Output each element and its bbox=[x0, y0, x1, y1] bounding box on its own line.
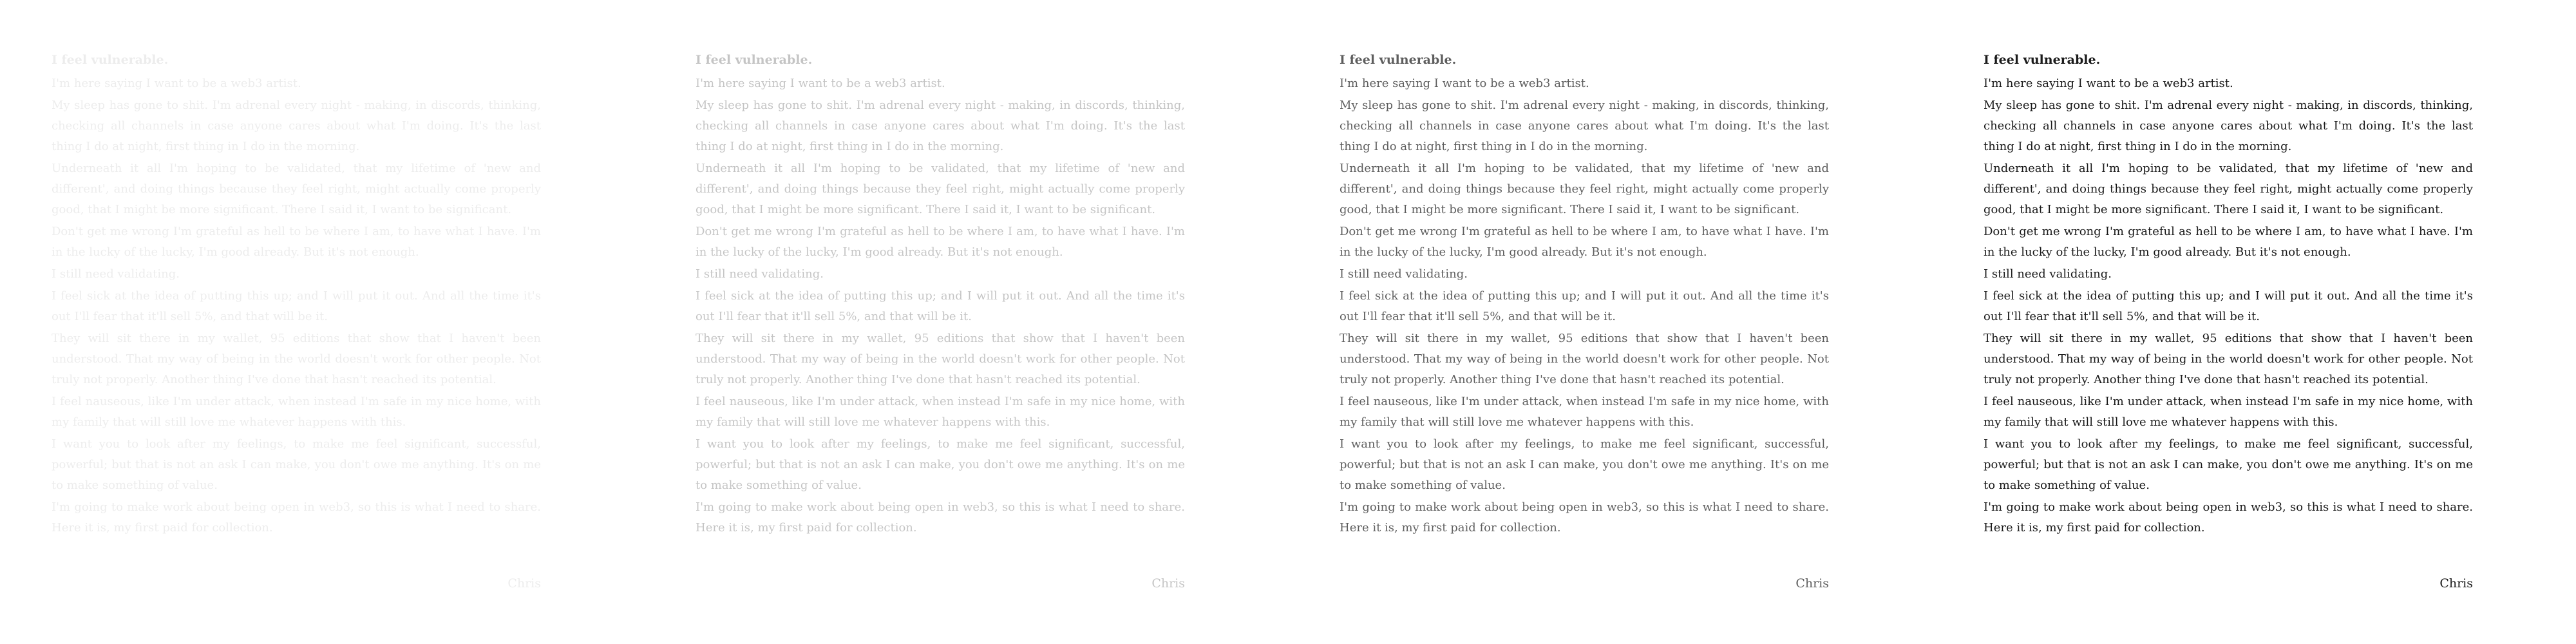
letter-body bbox=[1340, 50, 1829, 540]
letter-paragraph: I'm here saying I want to be a web3 artist. bbox=[52, 77, 301, 90]
letter-signature: Chris bbox=[1795, 576, 1829, 591]
letter-paragraph: Don't get me wrong I'm grateful as hell to be where I am, to have what I have. I'm in the lucky of the lucky, I'm good already. But it's not enough. bbox=[1340, 225, 1829, 259]
letter-paragraph: My sleep has gone to shit. I'm adrenal every night - making, in discords, thinking, checking all channels in case anyone cares about what I'm doing. It's the last thing I do at night, first thing in I do in the morning. bbox=[1340, 99, 1829, 153]
letter-paragraph: I still need validating. bbox=[1340, 267, 1468, 281]
letter-paragraph: I'm going to make work about being open in web3, so this is what I need to share. Here it is, my first paid for collection. bbox=[52, 500, 541, 535]
letter-paragraph: I feel nauseous, like I'm under attack, when instead I'm safe in my nice home, with my family that will still love me whatever happens with this. bbox=[696, 395, 1185, 429]
letter-panel-4 bbox=[1932, 0, 2576, 644]
letter-paragraph: They will sit there in my wallet, 95 editions that show that I haven't been understood. That my way of being in the world doesn't work for other people. Not truly not properly. Another thing I've done that hasn't reached its potential. bbox=[1984, 332, 2473, 386]
letter-body bbox=[1984, 50, 2473, 540]
letter-signature: Chris bbox=[2439, 576, 2473, 591]
letter-paragraph: They will sit there in my wallet, 95 editions that show that I haven't been understood. That my way of being in the world doesn't work for other people. Not truly not properly. Another thing I've done that hasn't reached its potential. bbox=[696, 332, 1185, 386]
letter-paragraph: I'm going to make work about being open in web3, so this is what I need to share. Here it is, my first paid for collection. bbox=[1340, 500, 1829, 535]
letter-heading: I feel vulnerable. bbox=[1984, 53, 2101, 67]
letter-paragraph: I feel nauseous, like I'm under attack, when instead I'm safe in my nice home, with my family that will still love me whatever happens with this. bbox=[52, 395, 541, 429]
letter-paragraph: Underneath it all I'm hoping to be validated, that my lifetime of 'new and different', and doing things because they feel right, might actually come properly good, that I might be more significant. There I said it, I want to be significant. bbox=[1984, 162, 2473, 216]
letter-paragraph: I feel sick at the idea of putting this up; and I will put it out. And all the time it's out I'll fear that it'll sell 5%, and that will be it. bbox=[1340, 289, 1829, 323]
letter-paragraph: I still need validating. bbox=[696, 267, 824, 281]
letter-paragraph: Underneath it all I'm hoping to be validated, that my lifetime of 'new and different', and doing things because they feel right, might actually come properly good, that I might be more significant. There I said it, I want to be significant. bbox=[1340, 162, 1829, 216]
letter-paragraph: I want you to look after my feelings, to make me feel significant, successful, powerful; but that is not an ask I can make, you don't owe me anything. It's on me to make something of value. bbox=[52, 437, 541, 492]
letter-signature: Chris bbox=[1151, 576, 1185, 591]
letter-paragraph: I feel sick at the idea of putting this up; and I will put it out. And all the time it's out I'll fear that it'll sell 5%, and that will be it. bbox=[52, 289, 541, 323]
letter-paragraph: Underneath it all I'm hoping to be validated, that my lifetime of 'new and different', and doing things because they feel right, might actually come properly good, that I might be more significant. There I said it, I want to be significant. bbox=[696, 162, 1185, 216]
letter-panel-2 bbox=[644, 0, 1288, 644]
letter-paragraph: I'm here saying I want to be a web3 artist. bbox=[1984, 77, 2233, 90]
letter-paragraph: They will sit there in my wallet, 95 editions that show that I haven't been understood. That my way of being in the world doesn't work for other people. Not truly not properly. Another thing I've done that hasn't reached its potential. bbox=[52, 332, 541, 386]
letter-paragraph: My sleep has gone to shit. I'm adrenal every night - making, in discords, thinking, checking all channels in case anyone cares about what I'm doing. It's the last thing I do at night, first thing in I do in the morning. bbox=[1984, 99, 2473, 153]
letter-paragraph: My sleep has gone to shit. I'm adrenal every night - making, in discords, thinking, checking all channels in case anyone cares about what I'm doing. It's the last thing I do at night, first thing in I do in the morning. bbox=[696, 99, 1185, 153]
letter-paragraph: I'm here saying I want to be a web3 artist. bbox=[1340, 77, 1589, 90]
letter-paragraph: I still need validating. bbox=[1984, 267, 2112, 281]
letter-paragraph: They will sit there in my wallet, 95 editions that show that I haven't been understood. That my way of being in the world doesn't work for other people. Not truly not properly. Another thing I've done that hasn't reached its potential. bbox=[1340, 332, 1829, 386]
letter-paragraph: Don't get me wrong I'm grateful as hell to be where I am, to have what I have. I'm in the lucky of the lucky, I'm good already. But it's not enough. bbox=[696, 225, 1185, 259]
letter-paragraph: I feel nauseous, like I'm under attack, when instead I'm safe in my nice home, with my family that will still love me whatever happens with this. bbox=[1340, 395, 1829, 429]
letter-paragraph: Don't get me wrong I'm grateful as hell to be where I am, to have what I have. I'm in the lucky of the lucky, I'm good already. But it's not enough. bbox=[52, 225, 541, 259]
letter-paragraph: I feel sick at the idea of putting this up; and I will put it out. And all the time it's out I'll fear that it'll sell 5%, and that will be it. bbox=[696, 289, 1185, 323]
letter-paragraph: I feel nauseous, like I'm under attack, when instead I'm safe in my nice home, with my family that will still love me whatever happens with this. bbox=[1984, 395, 2473, 429]
letter-signature: Chris bbox=[507, 576, 541, 591]
letter-paragraph: I want you to look after my feelings, to make me feel significant, successful, powerful; but that is not an ask I can make, you don't owe me anything. It's on me to make something of value. bbox=[696, 437, 1185, 492]
letter-body bbox=[696, 50, 1185, 540]
letter-heading: I feel vulnerable. bbox=[52, 53, 169, 67]
letter-paragraph: Don't get me wrong I'm grateful as hell to be where I am, to have what I have. I'm in the lucky of the lucky, I'm good already. But it's not enough. bbox=[1984, 225, 2473, 259]
letter-body bbox=[52, 50, 541, 540]
letter-panel-1 bbox=[0, 0, 644, 644]
letter-paragraph: I feel sick at the idea of putting this up; and I will put it out. And all the time it's out I'll fear that it'll sell 5%, and that will be it. bbox=[1984, 289, 2473, 323]
letter-paragraph: I'm going to make work about being open in web3, so this is what I need to share. Here it is, my first paid for collection. bbox=[696, 500, 1185, 535]
letter-paragraph: My sleep has gone to shit. I'm adrenal every night - making, in discords, thinking, checking all channels in case anyone cares about what I'm doing. It's the last thing I do at night, first thing in I do in the morning. bbox=[52, 99, 541, 153]
letter-paragraph: I still need validating. bbox=[52, 267, 180, 281]
letter-paragraph: I'm here saying I want to be a web3 artist. bbox=[696, 77, 945, 90]
letter-paragraph: Underneath it all I'm hoping to be validated, that my lifetime of 'new and different', and doing things because they feel right, might actually come properly good, that I might be more significant. There I said it, I want to be significant. bbox=[52, 162, 541, 216]
letter-panel-3 bbox=[1288, 0, 1932, 644]
letter-paragraph: I want you to look after my feelings, to make me feel significant, successful, powerful; but that is not an ask I can make, you don't owe me anything. It's on me to make something of value. bbox=[1984, 437, 2473, 492]
letter-heading: I feel vulnerable. bbox=[1340, 53, 1457, 67]
letter-paragraph: I'm going to make work about being open in web3, so this is what I need to share. Here it is, my first paid for collection. bbox=[1984, 500, 2473, 535]
letter-paragraph: I want you to look after my feelings, to make me feel significant, successful, powerful; but that is not an ask I can make, you don't owe me anything. It's on me to make something of value. bbox=[1340, 437, 1829, 492]
letter-heading: I feel vulnerable. bbox=[696, 53, 813, 67]
